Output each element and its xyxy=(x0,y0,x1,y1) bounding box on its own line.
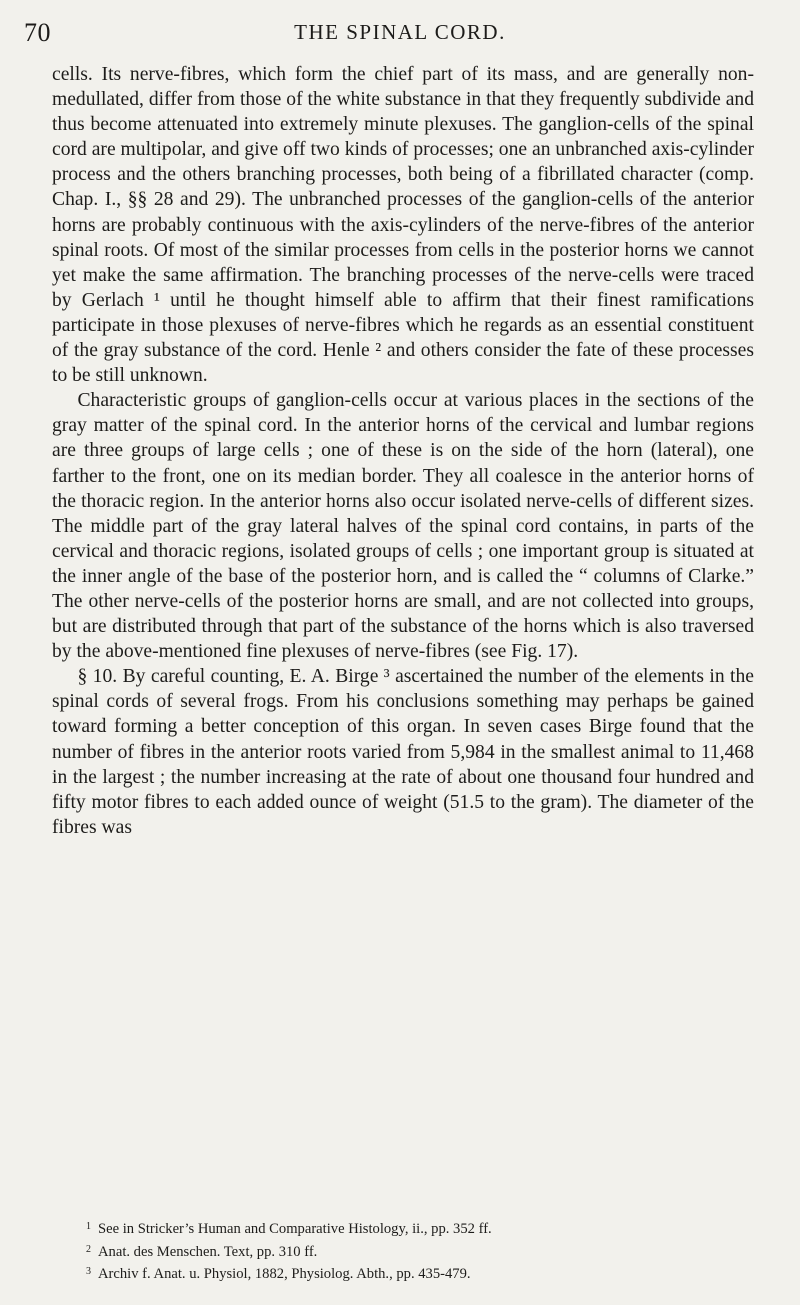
footnote-1 xyxy=(86,1217,754,1240)
body-text xyxy=(52,62,754,840)
footnote-text: Anat. des Menschen. Text, pp. 310 ff. xyxy=(98,1243,318,1260)
footnote-text: See in Stricker’s Human and Comparative Histology, ii., pp. 352 ff. xyxy=(98,1221,492,1237)
footnote-mark: 1 xyxy=(86,1221,91,1232)
page-header xyxy=(24,12,776,52)
paragraph-1: cells. Its nerve-fibres, which form the chief part of its mass, and are generally non-medullated, differ from those of the white substance in that they frequently subdivide and thus become attenuated into extremely minute plexuses. The ganglion-cells of the spinal cord are multipolar, and give off two kinds of processes; one an unbranched axis-cylinder process and the others branching processes, both being of a fibrillated character (comp. Chap. I., §§ 28 and 29). The unbranched processes of the ganglion-cells of the anterior horns are probably continuous with the axis-cylinders of the nerve-fibres of the anterior spinal roots. Of most of the similar processes from cells in the posterior horns we cannot yet make the same affirmation. The branching processes of the nerve-cells were traced by Gerlach ¹ until he thought himself able to affirm that their finest ramifications participate in those plexuses of nerve-fibres which he regards as an essential constituent of the gray substance of the cord. Henle ² and others consider the fate of these processes to be still unknown. xyxy=(52,64,754,387)
paragraph-3: § 10. By careful counting, E. A. Birge ³ ascertained the number of the elements in the spinal cords of several frogs. From his conclusions something may perhaps be gained toward forming a better conception of this organ. In seven cases Birge found that the number of fibres in the anterior roots varied from 5,984 in the smallest animal to 11,468 in the largest ; the number increasing at the rate of about one thousand four hundred and fifty motor fibres to each added ounce of weight (51.5 to the gram). The diameter of the fibres was xyxy=(52,666,754,838)
footnote-3 xyxy=(86,1262,754,1285)
paragraph-2: Characteristic groups of ganglion-cells occur at various places in the sections of the gray matter of the spinal cord. In the anterior horns of the cervical and lumbar regions are three groups of large cells ; one of these is on the side of the horn (lateral), one farther to the front, one on its median border. They all coalesce in the anterior horns of the thoracic region. In the anterior horns also occur isolated nerve-cells of different sizes. The middle part of the gray lateral halves of the spinal cord contains, in parts of the cervical and thoracic regions, isolated groups of cells ; one important group is situated at the inner angle of the base of the posterior horn, and is called the “ columns of Clarke.” The other nerve-cells of the posterior horns are small, and are not collected into groups, but are distributed through that part of the substance of the horns which is also traversed by the above-mentioned fine plexuses of nerve-fibres (see Fig. 17). xyxy=(52,390,754,663)
footnote-text: Archiv f. Anat. u. Physiol, 1882, Physiolog. Abth., pp. 435-479. xyxy=(98,1266,471,1282)
footnotes xyxy=(86,1217,754,1285)
footnote-mark: 3 xyxy=(86,1266,91,1277)
page-number: 70 xyxy=(24,18,51,47)
running-head: THE SPINAL CORD. xyxy=(294,20,506,44)
footnote-mark: 2 xyxy=(86,1243,91,1255)
footnote-2 xyxy=(86,1240,754,1263)
